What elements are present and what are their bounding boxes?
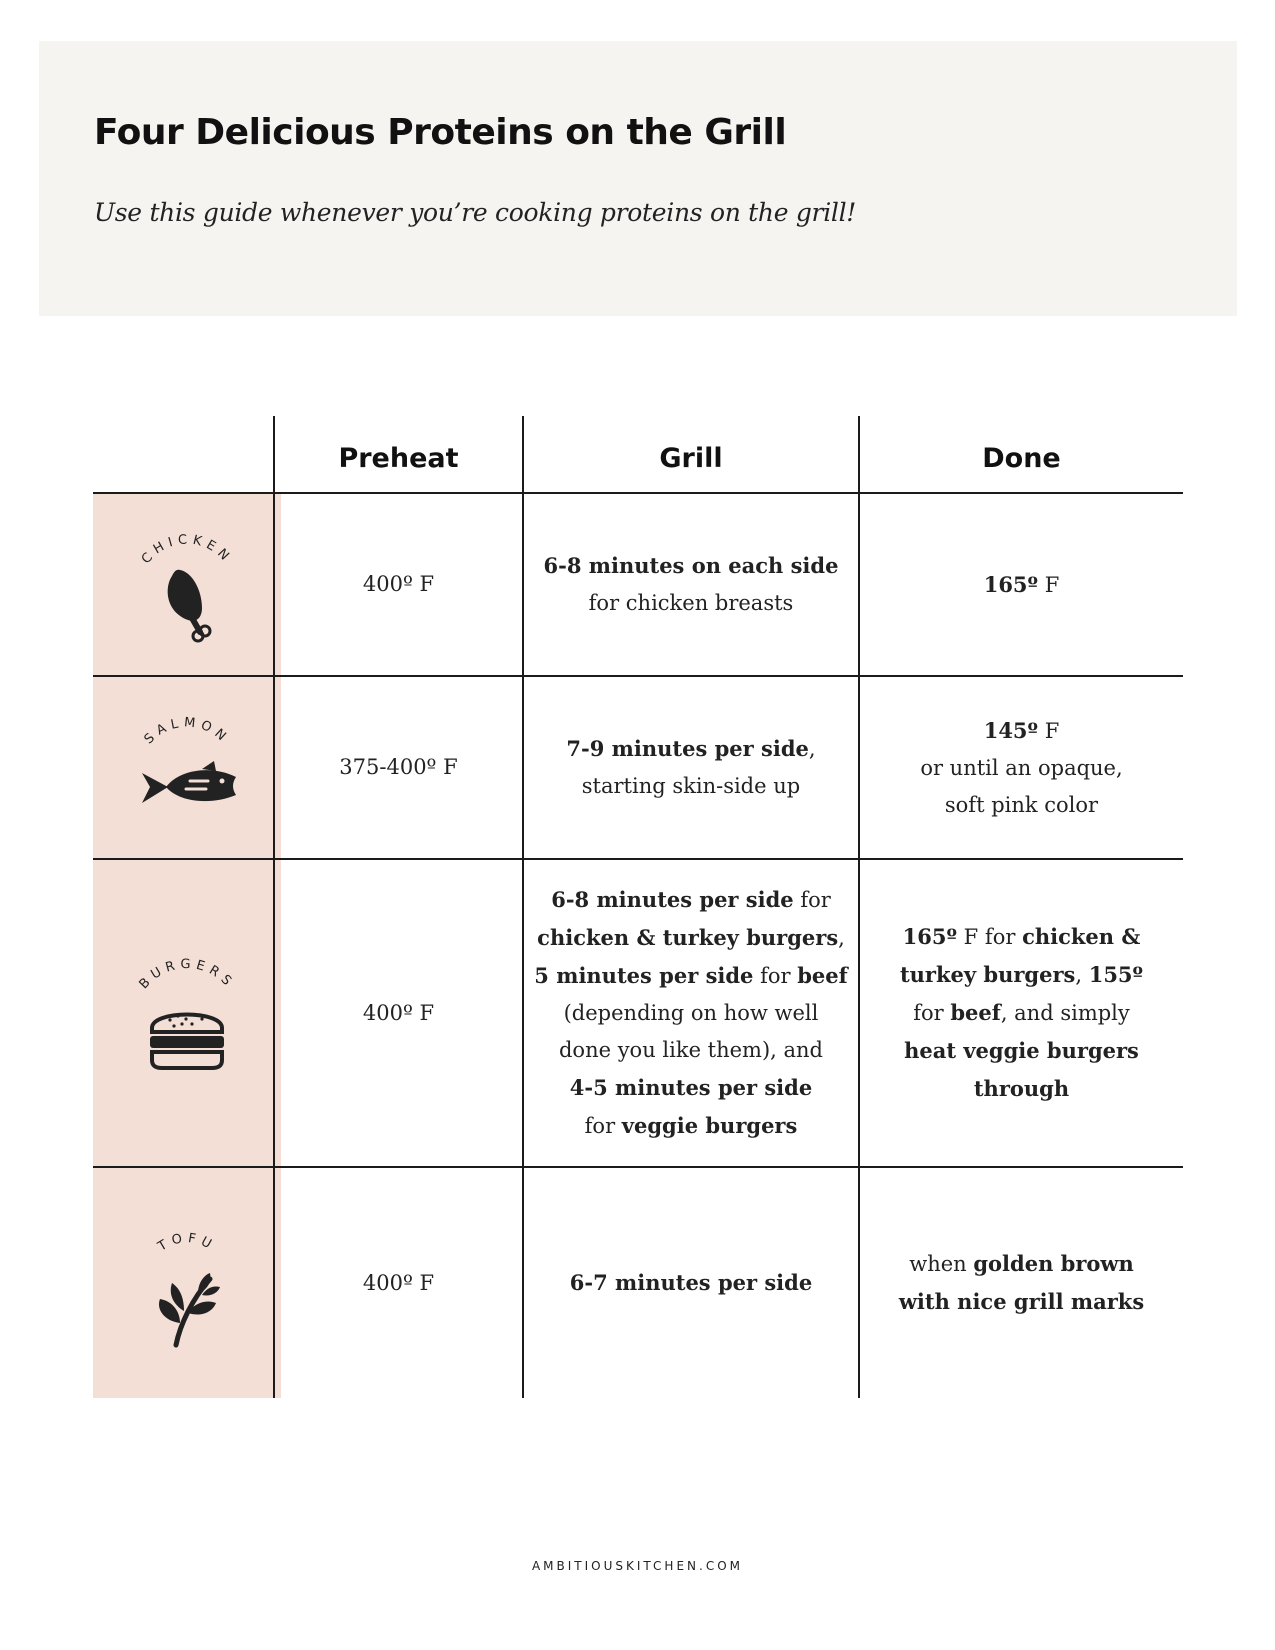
cell-text-line — [920, 750, 1122, 787]
cell-text-line — [913, 994, 1130, 1032]
text: for — [584, 1114, 622, 1138]
cell-text-line — [570, 1264, 812, 1302]
page-title: Four Delicious Proteins on the Grill — [94, 112, 787, 153]
text: for chicken breasts — [588, 591, 794, 615]
bold-text: through — [973, 1076, 1070, 1101]
fish-icon — [122, 703, 252, 833]
header-band — [39, 41, 1237, 316]
text: F for — [957, 925, 1023, 949]
cell-text-line — [984, 712, 1060, 750]
row-label-text: SALMON — [141, 714, 233, 747]
column-header-preheat: Preheat — [338, 442, 459, 474]
bold-text: chicken & turkey burgers — [537, 925, 839, 950]
cell-preheat-burgers: 400º F — [362, 1000, 435, 1025]
bold-text: turkey burgers — [899, 962, 1076, 987]
bold-text: 145º — [983, 717, 1039, 743]
row-label-text: TOFU — [155, 1230, 219, 1255]
cell-text-line — [559, 1032, 823, 1069]
bold-text: 165º — [983, 571, 1039, 597]
bold-text: with nice grill marks — [898, 1289, 1145, 1314]
text: done you like them), and — [558, 1038, 824, 1062]
cell-done-chicken — [860, 494, 1183, 675]
cell-text-line — [909, 1245, 1134, 1283]
row-label-text: CHICKEN — [138, 532, 236, 567]
column-header-grill: Grill — [659, 442, 723, 474]
cell-grill-chicken — [524, 494, 858, 675]
cell-text-line — [544, 547, 839, 585]
bold-text: 6-8 minutes per side — [551, 887, 794, 912]
text: , and simply — [1000, 1001, 1130, 1025]
row-label-text: BURGERS — [136, 957, 238, 993]
text: for — [913, 1001, 951, 1025]
text: (depending on how well — [563, 1001, 819, 1025]
cell-preheat-salmon: 375-400º F — [339, 755, 458, 779]
row-label-burgers — [93, 860, 281, 1166]
cell-text-line — [899, 1283, 1144, 1321]
cell-text-line — [566, 730, 815, 768]
row-label-tofu — [93, 1168, 281, 1398]
cell-text-line — [974, 1070, 1069, 1108]
cell-preheat-tofu: 400º F — [362, 1270, 435, 1295]
text: soft pink color — [944, 792, 1099, 817]
cell-text-line — [900, 956, 1143, 994]
cell-done-burgers — [860, 860, 1183, 1166]
cell-text-line — [551, 881, 831, 919]
cell-text-line — [585, 1107, 798, 1145]
cell-text-line — [564, 995, 819, 1032]
bold-text: 5 minutes per side — [534, 963, 754, 988]
bold-text: 7-9 minutes per side — [566, 736, 809, 761]
burger-icon — [122, 948, 252, 1078]
bold-text: golden brown — [973, 1251, 1134, 1276]
bold-text: 6-7 minutes per side — [569, 1270, 813, 1295]
cell-text-line — [984, 566, 1060, 604]
text: F — [1038, 718, 1060, 743]
bold-text: veggie burgers — [621, 1113, 798, 1138]
cell-done-tofu — [860, 1168, 1183, 1398]
cell-text-line — [534, 957, 847, 995]
cell-text-line — [582, 768, 800, 805]
text: when — [909, 1252, 974, 1276]
bold-text: beef — [950, 1000, 1001, 1025]
footer-site-link: AMBITIOUSKITCHEN.COM — [531, 1559, 744, 1573]
cell-text-line — [537, 919, 845, 957]
cell-text-line — [904, 1032, 1139, 1070]
grilling-table — [93, 416, 1183, 1398]
cell-text-line — [903, 918, 1141, 956]
bold-text: 6-8 minutes on each side — [543, 553, 839, 578]
text: F — [1038, 572, 1060, 597]
row-label-salmon — [93, 677, 281, 858]
text: for — [793, 888, 831, 912]
column-header-done: Done — [982, 442, 1061, 474]
bold-text: 4-5 minutes per side — [569, 1075, 813, 1100]
bold-text: heat veggie burgers — [904, 1038, 1139, 1063]
text: for — [753, 964, 798, 988]
text: , — [1075, 963, 1089, 987]
text: starting skin-side up — [581, 774, 801, 798]
cell-preheat-chicken: 400º F — [362, 572, 435, 596]
cell-text-line — [945, 787, 1098, 824]
bold-text: 155º — [1088, 962, 1144, 987]
page-subtitle: Use this guide whenever you’re cooking proteins on the grill! — [94, 198, 857, 227]
bold-text: beef — [797, 963, 848, 988]
row-label-chicken — [93, 494, 281, 675]
bold-text: chicken & — [1022, 924, 1141, 949]
bold-text: 165º — [902, 924, 957, 949]
text: , — [838, 926, 845, 950]
cell-text-line — [589, 585, 794, 622]
chicken-drumstick-icon — [122, 520, 252, 650]
text: , — [808, 737, 816, 761]
leaf-sprig-icon — [122, 1213, 252, 1353]
cell-grill-salmon — [524, 677, 858, 858]
cell-grill-burgers — [524, 860, 858, 1166]
cell-done-salmon — [860, 677, 1183, 858]
text: or until an opaque, — [920, 755, 1123, 780]
cell-grill-tofu — [524, 1168, 858, 1398]
cell-text-line — [570, 1069, 812, 1107]
